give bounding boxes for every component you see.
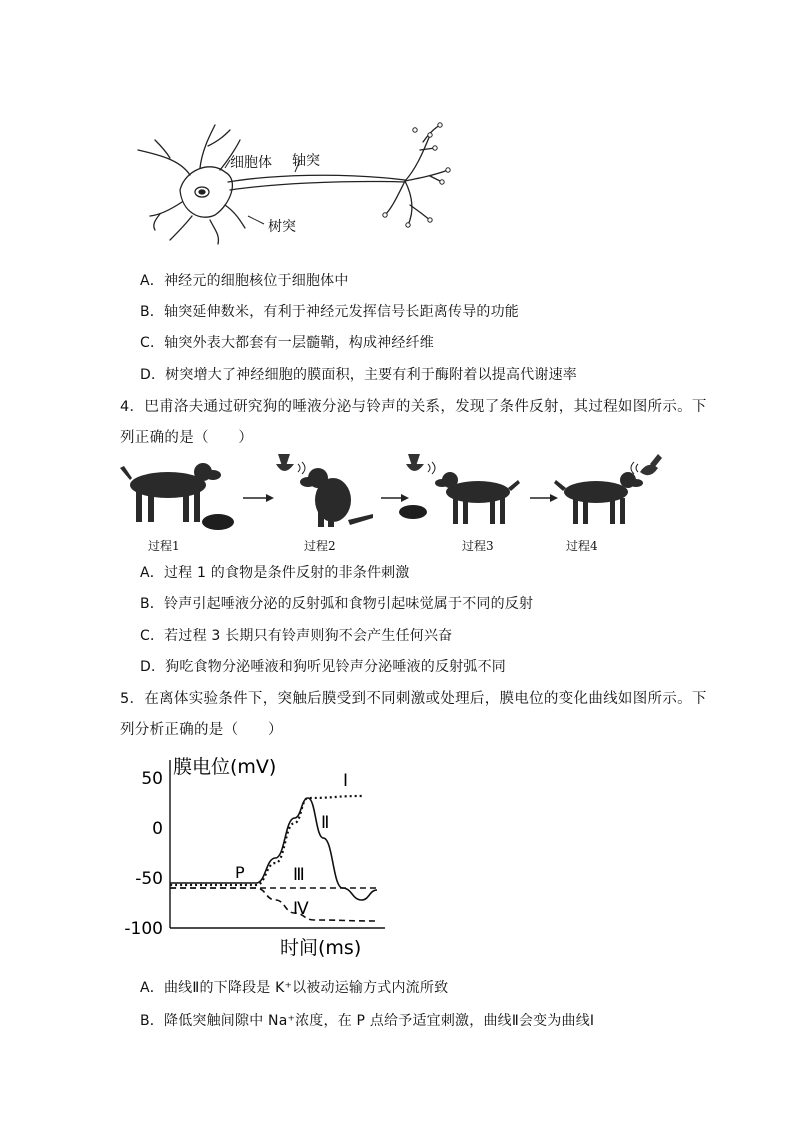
series-label-1: Ⅰ bbox=[343, 771, 349, 791]
food-bowl-3 bbox=[399, 505, 427, 519]
y-tick-label: -100 bbox=[124, 919, 163, 939]
q4-option-c: C．若过程 3 长期只有铃声则狗不会产生任何兴奋 bbox=[140, 628, 453, 644]
q4-option-d: D．狗吃食物分泌唾液和狗听见铃声分泌唾液的反射弧不同 bbox=[140, 659, 506, 675]
caption-process-2: 过程2 bbox=[304, 539, 336, 553]
pavlov-process-figure bbox=[118, 450, 678, 535]
food-bowl-1 bbox=[202, 514, 234, 530]
bell-icon bbox=[406, 454, 424, 471]
caption-process-1: 过程1 bbox=[148, 539, 180, 553]
label-dendrite: 树突 bbox=[268, 219, 296, 235]
q4-option-a: A．过程 1 的食物是条件反射的非条件刺激 bbox=[140, 565, 410, 581]
label-cell-body: 细胞体 bbox=[230, 155, 272, 171]
caption-process-3: 过程3 bbox=[462, 539, 494, 553]
series-line-4 bbox=[170, 888, 377, 921]
caption-process-4: 过程4 bbox=[566, 539, 598, 553]
q5-option-b: B．降低突触间隙中 Na⁺浓度，在 P 点给予适宜刺激，曲线Ⅱ会变为曲线Ⅰ bbox=[140, 1013, 595, 1029]
q5-option-a: A．曲线Ⅱ的下降段是 K⁺以被动运输方式内流所致 bbox=[140, 980, 449, 996]
series-label-3: Ⅲ bbox=[293, 865, 305, 885]
y-tick-label: 50 bbox=[141, 769, 163, 789]
q5-stem-line1: 5．在离体实验条件下，突触后膜受到不同刺激或处理后，膜电位的变化曲线如图所示。下 bbox=[120, 691, 707, 707]
membrane-potential-chart bbox=[115, 748, 395, 963]
y-tick-label: 0 bbox=[152, 819, 163, 839]
q4-option-b: B．铃声引起唾液分泌的反射弧和食物引起味觉属于不同的反射 bbox=[140, 596, 534, 612]
q3-option-b: B．轴突延伸数米，有利于神经元发挥信号长距离传导的功能 bbox=[140, 304, 520, 320]
dog-2-image bbox=[300, 468, 373, 527]
x-axis-label: 时间(ms) bbox=[280, 937, 362, 959]
bell-icon bbox=[276, 454, 294, 471]
point-p-label: P bbox=[235, 863, 245, 882]
q4-stem-line2: 列正确的是（ ） bbox=[120, 430, 254, 446]
q3-option-a: A．神经元的细胞核位于细胞体中 bbox=[140, 273, 349, 289]
q5-stem-line2: 列分析正确的是（ ） bbox=[120, 722, 283, 738]
q3-option-c: C．轴突外表大都套有一层髓鞘，构成神经纤维 bbox=[140, 335, 434, 351]
dog-1-image bbox=[120, 463, 221, 522]
bell-icon bbox=[640, 454, 662, 475]
q3-option-d: D．树突增大了神经细胞的膜面积，主要有利于酶附着以提高代谢速率 bbox=[140, 367, 577, 383]
dog-4-image bbox=[554, 472, 643, 524]
y-tick-label: -50 bbox=[135, 869, 163, 889]
series-label-2: Ⅱ bbox=[321, 813, 330, 833]
y-axis-label: 膜电位(mV) bbox=[173, 756, 277, 778]
series-label-4: Ⅳ bbox=[293, 899, 309, 919]
dog-3-image bbox=[435, 472, 520, 524]
q4-stem-line1: 4．巴甫洛夫通过研究狗的唾液分泌与铃声的关系，发现了条件反射，其过程如图所示。下 bbox=[120, 399, 707, 415]
label-axon: 轴突 bbox=[292, 153, 320, 169]
